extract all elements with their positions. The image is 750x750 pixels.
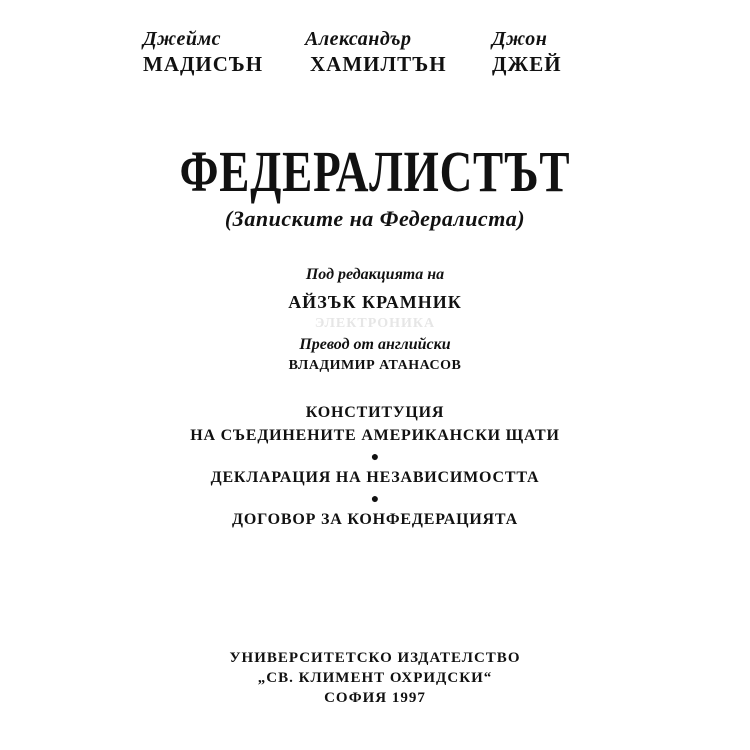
publisher-name: УНИВЕРСИТЕТСКО ИЗДАТЕЛСТВО	[229, 650, 521, 666]
author-3-last-name: ДЖЕЙ	[492, 52, 562, 76]
author-1-first-name: Джеймс	[143, 28, 222, 50]
editor-name: АЙЗЪК КРАМНИК	[288, 292, 462, 312]
publisher-imprint: „СВ. КЛИМЕНТ ОХРИДСКИ“	[257, 670, 493, 686]
translator-label: Превод от английски	[299, 336, 451, 353]
publication-place-year: СОФИЯ 1997	[324, 690, 426, 706]
translator-name: ВЛАДИМИР АТАНАСОВ	[288, 358, 462, 373]
document-confederation: ДОГОВОР ЗА КОНФЕДЕРАЦИЯТА	[232, 511, 518, 528]
author-1-last-name: МАДИСЪН	[143, 52, 264, 76]
book-subtitle: (Записките на Федералиста)	[224, 206, 526, 231]
author-3-first-name: Джон	[492, 28, 548, 50]
bullet-separator-1: ●	[370, 450, 380, 465]
book-title: ФЕДЕРАЛИСТЪТ	[179, 139, 571, 204]
document-declaration: ДЕКЛАРАЦИЯ НА НЕЗАВИСИМОСТТА	[210, 469, 540, 486]
author-2-first-name: Александър	[305, 28, 412, 50]
document-constitution-line2: НА СЪЕДИНЕНИТЕ АМЕРИКАНСКИ ЩАТИ	[190, 427, 560, 444]
editor-label: Под редакцията на	[305, 266, 445, 283]
bullet-separator-2: ●	[370, 492, 380, 507]
document-constitution-line1: КОНСТИТУЦИЯ	[305, 404, 445, 421]
faint-watermark: ЭЛЕКТРОНИКА	[314, 316, 436, 331]
author-2-last-name: ХАМИЛТЪН	[310, 52, 447, 76]
